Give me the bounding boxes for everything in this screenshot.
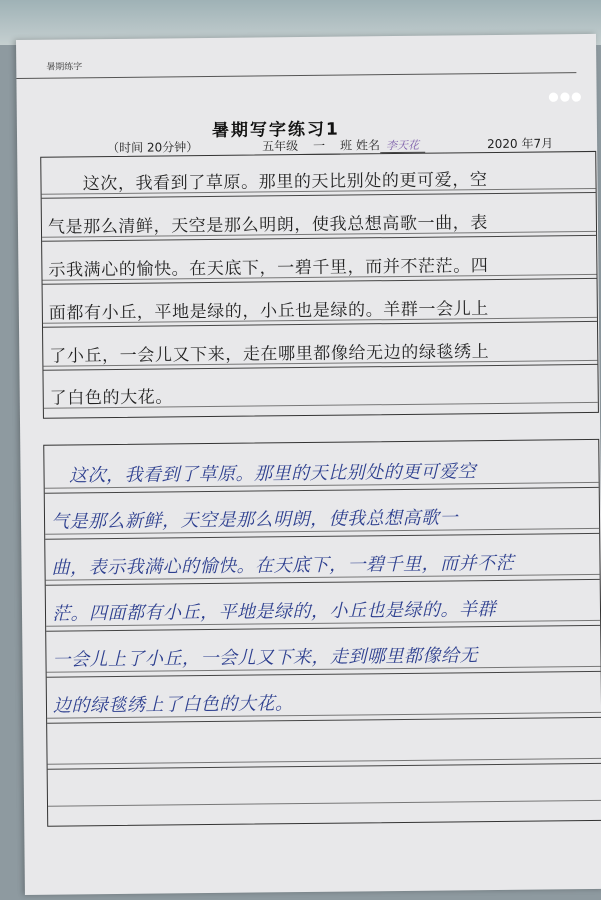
model-text-box [40, 151, 599, 419]
handwritten-line-1: 这次，我看到了草原。那里的天比别处的更可爱空 [50, 461, 477, 487]
name-signature: 李天花 [380, 139, 425, 153]
worksheet-page [16, 34, 601, 895]
handwritten-line-6: 边的绿毯绣上了白色的大花。 [52, 693, 294, 717]
handwritten-line-2: 气是那么新鲜，天空是那么明朗，使我总想高歌一 [50, 507, 459, 533]
binding-holes-icon: ●●● [548, 89, 583, 104]
handwritten-line-5: 一会儿上了小丘，一会儿又下来，走到哪里都像给无 [52, 645, 479, 671]
worksheet-title: 暑期写字练习1 [211, 119, 340, 141]
grade-prefix: 五年级 [262, 139, 299, 154]
printed-line-1: 这次，我看到了草原。那里的天比别处的更可爱，空 [47, 170, 488, 195]
printed-line-6: 了白色的大花。 [49, 387, 174, 409]
grade-class: 一 [298, 137, 340, 155]
handwriting-box [43, 439, 601, 827]
time-value: 20分钟） [146, 140, 199, 155]
name-label: 姓名 [355, 138, 381, 153]
header-label: 暑期练字 [46, 62, 83, 73]
time-info [107, 138, 198, 156]
printed-line-3: 示我满心的愉快。在天底下，一碧千里，而并不茫茫。四 [48, 256, 489, 281]
printed-line-4: 面都有小丘，平地是绿的，小丘也是绿的。羊群一会儿上 [48, 299, 489, 324]
handwritten-line-4: 茫。四面都有小丘，平地是绿的，小丘也是绿的。羊群 [51, 599, 497, 625]
handwritten-line-3: 曲，表示我满心的愉快。在天底下，一碧千里，而并不茫 [51, 552, 515, 579]
header-rule [16, 72, 576, 79]
grade-suffix: 班 [340, 138, 353, 153]
date: 2020 年7月 [487, 136, 554, 152]
time-label: （时间 [107, 140, 144, 156]
printed-line-5: 了小丘，一会儿又下来，走在哪里都像给无边的绿毯绣上 [49, 342, 490, 367]
printed-line-2: 气是那么清鲜，天空是那么明朗，使我总想高歌一曲，表 [47, 213, 489, 238]
